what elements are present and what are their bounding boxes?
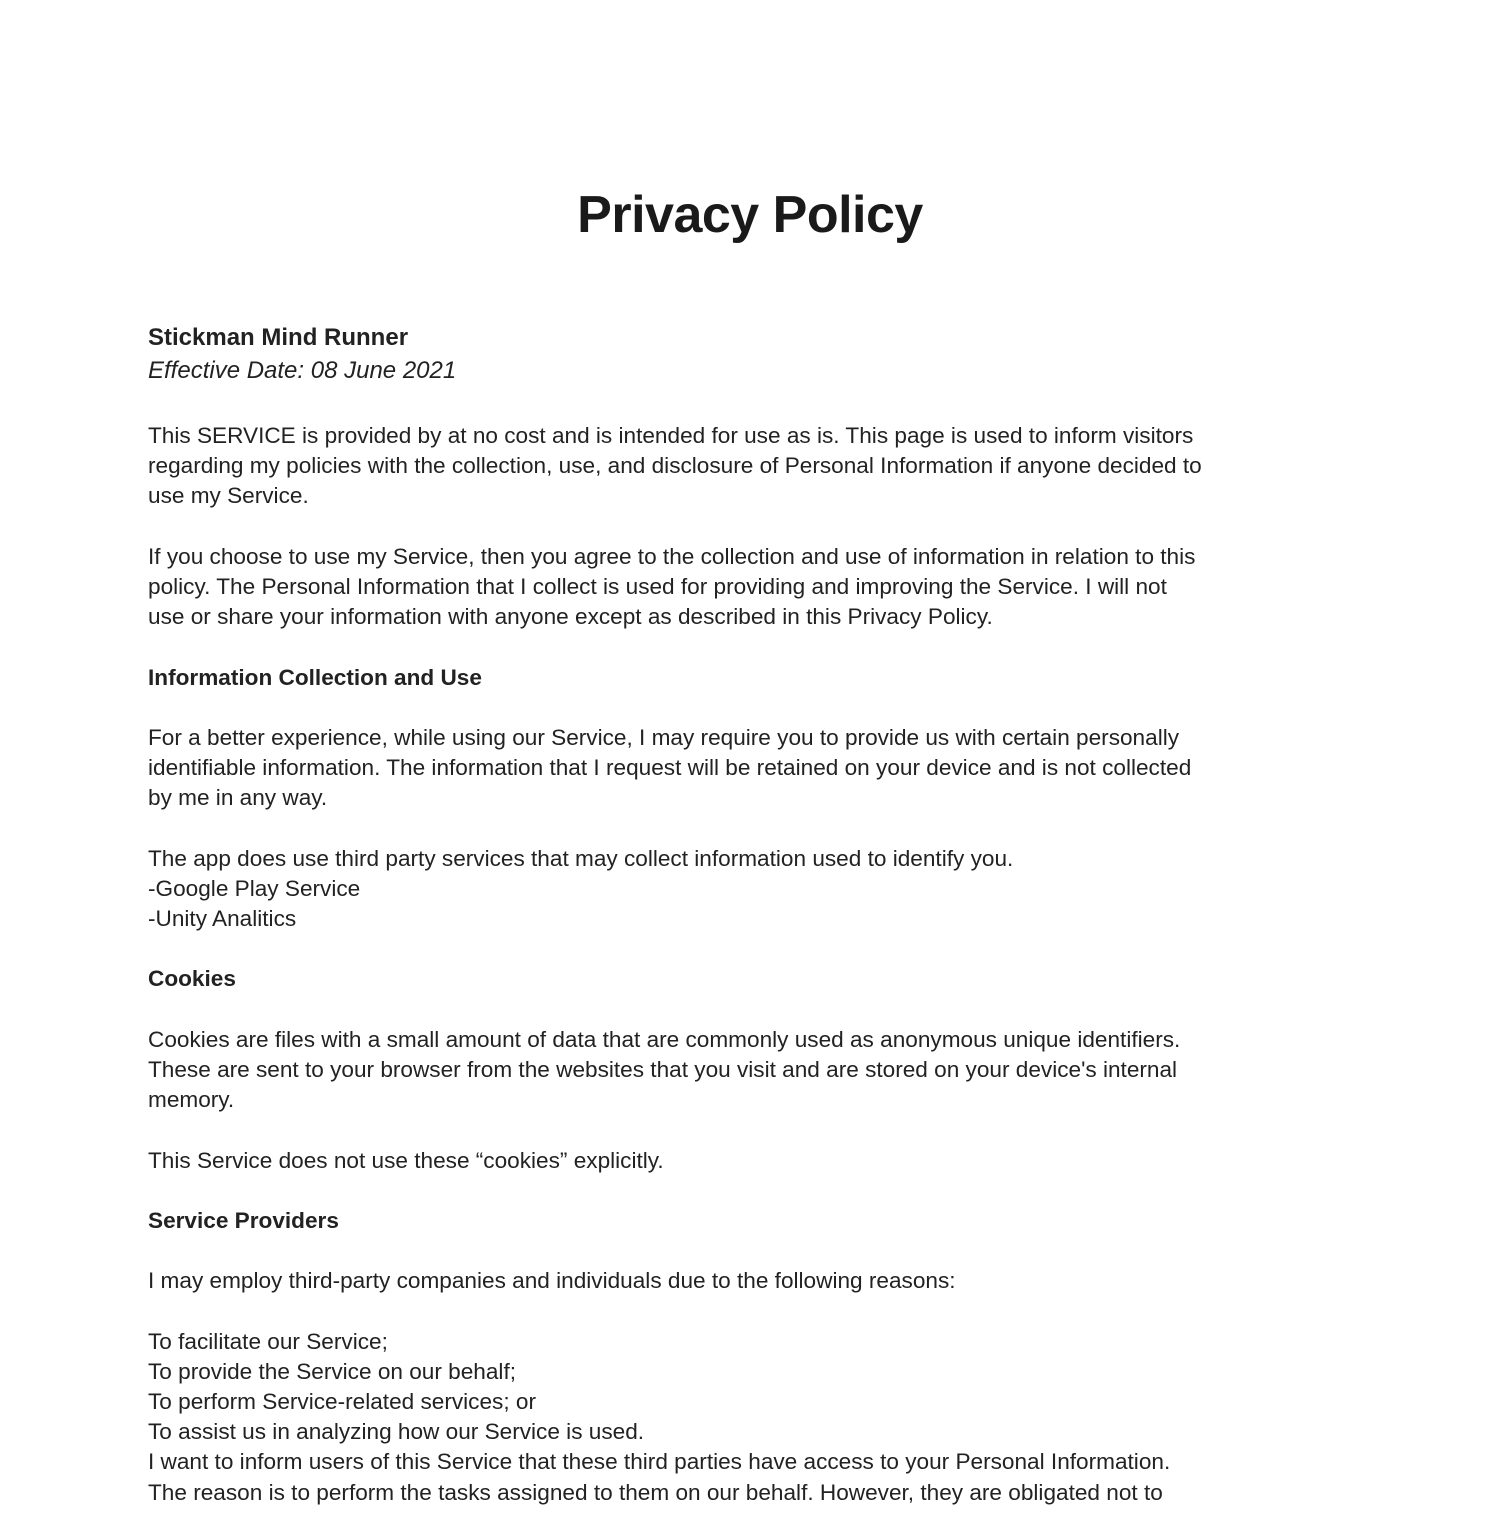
policy-body [148, 421, 1368, 1538]
text-line: To facilitate our Service; [148, 1328, 388, 1354]
section-heading [148, 964, 1368, 994]
paragraph [148, 1327, 1368, 1508]
text-line: To assist us in analyzing how our Service is used. [148, 1419, 645, 1445]
text-line: This Service does not use these “cookies” explicitly. [148, 1147, 664, 1173]
section-heading [148, 1206, 1368, 1236]
page-title: Privacy Policy [577, 186, 923, 244]
paragraph [148, 844, 1368, 935]
paragraph [148, 1266, 1368, 1296]
paragraph [148, 1146, 1368, 1176]
paragraph [148, 542, 1368, 633]
text-line: -Unity Analitics [148, 906, 297, 931]
text-line: regarding my policies with the collection, use, and disclosure of Personal Information if anyone decided to [148, 453, 1202, 479]
text-line: Information Collection and Use [148, 664, 482, 690]
text-line: by me in any way. [148, 785, 328, 811]
text-line: To provide the Service on our behalf; [148, 1358, 516, 1384]
text-line: If you choose to use my Service, then you agree to the collection and use of information in relation to this [148, 543, 1196, 569]
text-line: use or share your information with anyone except as described in this Privacy Policy. [148, 604, 993, 630]
text-line: Cookies are files with a small amount of data that are commonly used as anonymous unique identifiers. [148, 1026, 1181, 1052]
text-line: I may employ third-party companies and individuals due to the following reasons: [148, 1268, 956, 1294]
section-heading [148, 663, 1368, 693]
text-line: memory. [148, 1087, 235, 1113]
text-line: Service Providers [148, 1207, 339, 1233]
text-line: I want to inform users of this Service that these third parties have access to your Personal Information. [148, 1449, 1171, 1475]
text-line: -Google Play Service [148, 875, 361, 901]
effective-date: Effective Date: 08 June 2021 [148, 357, 457, 384]
text-line: use my Service. [148, 483, 309, 509]
text-line: This SERVICE is provided by at no cost and is intended for use as is. This page is used to inform visitors [148, 423, 1194, 448]
text-line: For a better experience, while using our Service, I may require you to provide us with certain personally [148, 724, 1180, 750]
app-name: Stickman Mind Runner [148, 324, 409, 351]
text-line: policy. The Personal Information that I collect is used for providing and improving the Service. I will not [148, 573, 1167, 599]
text-line: Cookies [148, 966, 236, 992]
paragraph [148, 421, 1368, 512]
text-line: The app does use third party services that may collect information used to identify you. [148, 845, 1014, 871]
text-line: identifiable information. The information that I request will be retained on your device and is not collected [148, 755, 1192, 781]
text-line: To perform Service-related services; or [148, 1389, 536, 1414]
text-line: These are sent to your browser from the websites that you visit and are stored on your device's internal [148, 1056, 1178, 1082]
text-line: The reason is to perform the tasks assigned to them on our behalf. However, they are obligated not to [148, 1479, 1163, 1505]
paragraph [148, 1025, 1368, 1116]
paragraph [148, 723, 1368, 814]
